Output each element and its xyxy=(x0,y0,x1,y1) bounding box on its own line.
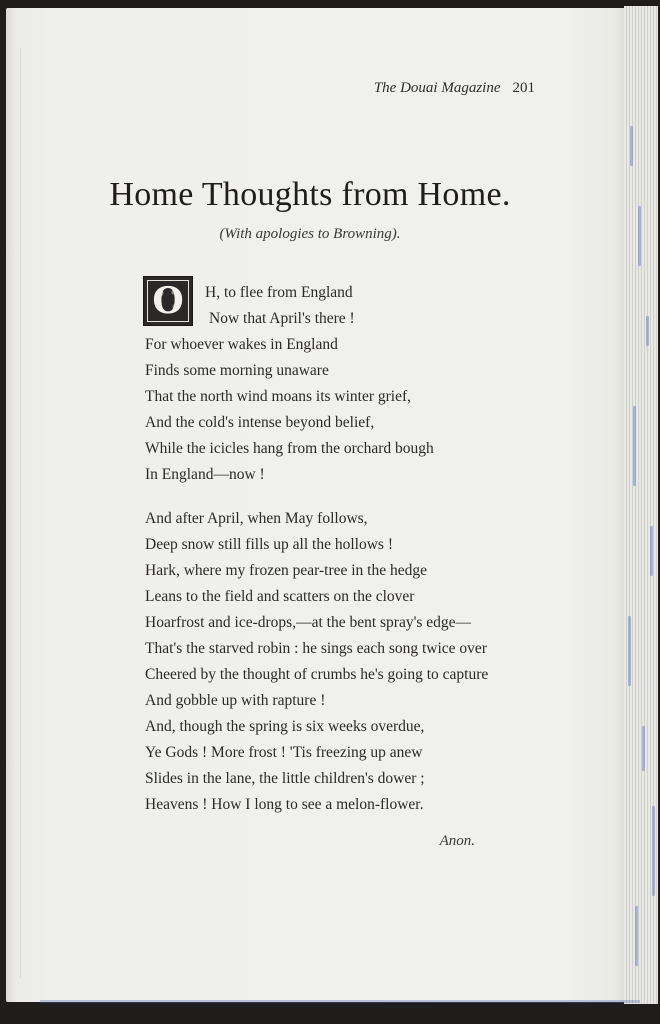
poem-line: Ye Gods ! More frost ! 'Tis freezing up anew xyxy=(145,744,423,761)
poem-body xyxy=(145,280,565,818)
ink-speck xyxy=(646,316,649,346)
ornamental-drop-cap xyxy=(143,276,193,326)
ink-speck xyxy=(633,406,636,486)
ink-speck xyxy=(628,616,631,686)
page-number: 201 xyxy=(512,80,535,96)
poem-line: That the north wind moans its winter grief, xyxy=(145,388,412,405)
stanza-break xyxy=(145,488,565,506)
poem-line: And gobble up with rapture ! xyxy=(145,692,326,709)
poem-title: Home Thoughts from Home. xyxy=(109,176,511,213)
poem-line: Leans to the field and scatters on the clover xyxy=(145,588,415,605)
poem-line: Hark, where my frozen pear-tree in the hedge xyxy=(145,562,427,579)
ink-speck xyxy=(642,726,645,771)
poem-line: That's the starved robin : he sings each song twice over xyxy=(145,640,487,657)
page-edges xyxy=(624,6,658,1004)
poem-line: And after April, when May follows, xyxy=(145,510,368,527)
poem-line: Slides in the lane, the little children's dower ; xyxy=(145,770,425,787)
drop-cap-frame xyxy=(147,280,189,322)
bottom-page-edge xyxy=(40,1000,640,1003)
poem-line: Cheered by the thought of crumbs he's going to capture xyxy=(145,666,489,683)
poem-line: Hoarfrost and ice-drops,—at the bent spray's edge— xyxy=(145,614,472,631)
poem-line: And the cold's intense beyond belief, xyxy=(145,414,375,431)
poem-attribution: Anon. xyxy=(439,833,475,849)
poem-line: Finds some morning unaware xyxy=(145,362,329,379)
ink-speck xyxy=(635,906,638,966)
poem-subtitle: (With apologies to Browning). xyxy=(219,226,401,242)
ink-speck xyxy=(638,206,641,266)
poem-line: For whoever wakes in England xyxy=(145,336,338,353)
ink-speck xyxy=(630,126,633,166)
poem-line: Now that April's there ! xyxy=(209,310,355,327)
poem-line: While the icicles hang from the orchard bough xyxy=(145,440,434,457)
ink-speck xyxy=(652,806,655,896)
ink-speck xyxy=(650,526,653,576)
magazine-name: The Douai Magazine xyxy=(373,80,501,96)
binding-gutter xyxy=(20,48,21,978)
poem-line: And, though the spring is six weeks overdue, xyxy=(145,718,425,735)
poem-line: In England—now ! xyxy=(145,466,265,483)
poem-line: H, to flee from England xyxy=(205,284,353,301)
poem-line: Deep snow still fills up all the hollows ! xyxy=(145,536,393,553)
poem-line: Heavens ! How I long to see a melon-flower. xyxy=(145,796,424,813)
running-head xyxy=(300,80,535,97)
drop-cap-letter: O xyxy=(152,280,184,322)
